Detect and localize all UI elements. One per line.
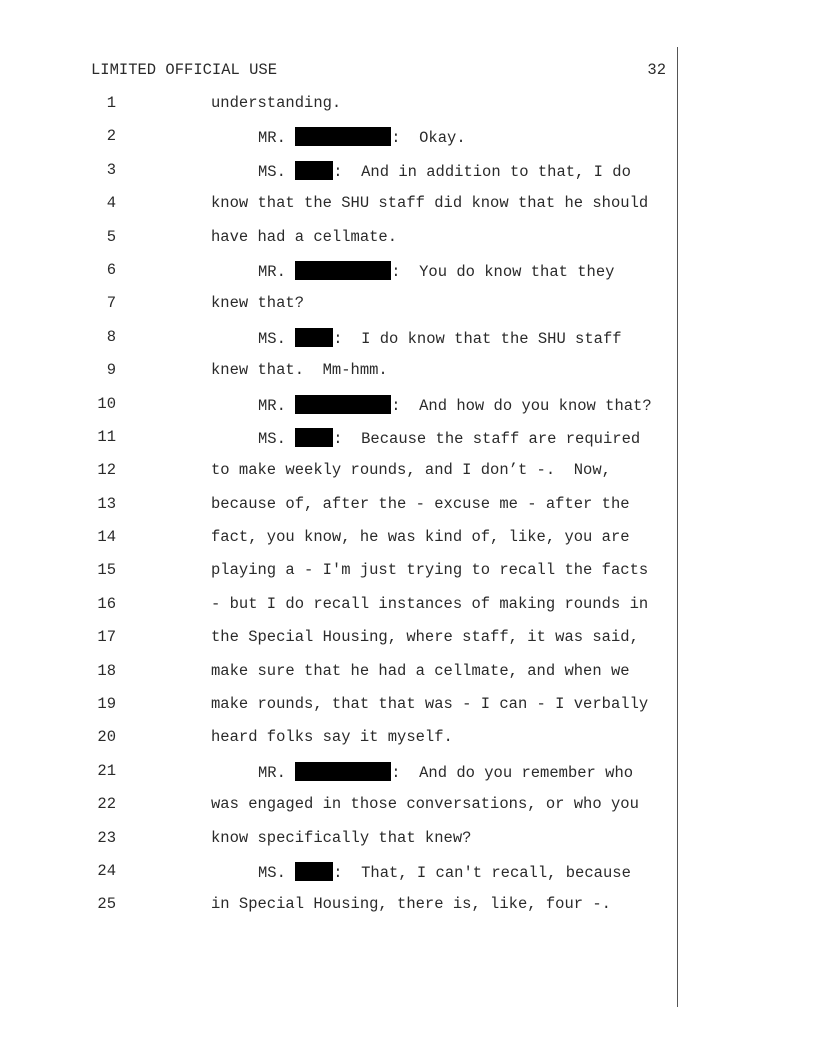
- transcript-line: [0, 394, 816, 427]
- spoken-text: knew that. Mm-hmm.: [211, 361, 388, 380]
- line-number: 17: [97, 628, 116, 647]
- spoken-text: playing a - I'm just trying to recall the facts: [211, 561, 649, 580]
- speaker-title: MR.: [258, 763, 296, 782]
- transcript-line: [0, 894, 816, 927]
- spoken-text: heard folks say it myself.: [211, 728, 453, 747]
- line-number: 12: [97, 461, 116, 480]
- transcript-line: [0, 828, 816, 861]
- spoken-text: : And in addition to that, I do: [333, 162, 631, 181]
- line-text: [211, 495, 630, 513]
- redacted-name: [295, 428, 333, 447]
- spoken-text: knew that?: [211, 294, 305, 313]
- spoken-text: : I do know that the SHU staff: [333, 329, 622, 348]
- transcript-line: [0, 126, 816, 159]
- spoken-text: the Special Housing, where staff, it was said,: [211, 628, 639, 647]
- speaker-line: [258, 762, 633, 782]
- transcript-line: [0, 494, 816, 527]
- line-text: [211, 228, 397, 246]
- transcript-line: [0, 193, 816, 226]
- spoken-text: fact, you know, he was kind of, like, you are: [211, 528, 630, 547]
- spoken-text: make rounds, that that was - I can - I verbally: [211, 695, 649, 714]
- transcript-line: [0, 327, 816, 360]
- spoken-text: : You do know that they: [391, 262, 615, 281]
- redacted-name: [295, 862, 333, 881]
- spoken-text: because of, after the - excuse me - after the: [211, 494, 630, 513]
- speaker-title: MR.: [258, 262, 296, 281]
- redacted-name: [295, 127, 391, 146]
- transcript-line: [0, 727, 816, 760]
- line-number: 22: [97, 795, 116, 814]
- line-text: [211, 528, 630, 546]
- spoken-text: : And do you remember who: [391, 763, 634, 782]
- speaker-title: MR.: [258, 396, 296, 415]
- line-text: [211, 628, 639, 646]
- transcript-line: [0, 360, 816, 393]
- line-number: 1: [106, 94, 116, 112]
- line-number: 15: [97, 561, 116, 580]
- line-text: [211, 194, 648, 212]
- line-number: 21: [97, 761, 116, 780]
- transcript-line: [0, 427, 816, 460]
- transcript-line: [0, 761, 816, 794]
- transcript-line: [0, 794, 816, 827]
- speaker-title: MS.: [258, 329, 296, 348]
- line-text: [211, 294, 304, 312]
- line-number: 24: [97, 861, 116, 880]
- spoken-text: know that the SHU staff did know that he should: [211, 194, 649, 213]
- line-number: 11: [97, 427, 116, 446]
- classification-header: LIMITED OFFICIAL USE: [91, 61, 278, 79]
- line-text: [211, 795, 639, 813]
- speaker-line: [258, 261, 614, 281]
- spoken-text: : Okay.: [391, 129, 466, 148]
- line-text: [211, 895, 611, 913]
- transcript-line: [0, 861, 816, 894]
- spoken-text: : That, I can't recall, because: [333, 863, 631, 882]
- line-number: 13: [97, 494, 116, 513]
- line-number: 6: [106, 260, 116, 279]
- line-number: 19: [97, 695, 116, 714]
- line-number: 16: [97, 594, 116, 613]
- redacted-name: [295, 328, 333, 347]
- speaker-line: [258, 328, 622, 348]
- line-number: 10: [97, 394, 116, 413]
- line-number: 4: [106, 194, 116, 213]
- line-number: 7: [106, 294, 116, 313]
- line-number: 2: [106, 127, 116, 146]
- transcript-line: [0, 661, 816, 694]
- speaker-line: [258, 127, 466, 147]
- spoken-text: : Because the staff are required: [333, 429, 641, 448]
- redacted-name: [295, 762, 391, 781]
- speaker-line: [258, 428, 640, 448]
- transcript-line: [0, 594, 816, 627]
- spoken-text: make sure that he had a cellmate, and when we: [211, 661, 630, 680]
- page-number: 32: [647, 61, 666, 79]
- spoken-text: to make weekly rounds, and I don’t -. Now,: [211, 461, 611, 480]
- spoken-text: have had a cellmate.: [211, 227, 398, 246]
- redacted-name: [295, 261, 391, 280]
- speaker-title: MS.: [258, 429, 296, 448]
- transcript-line: [0, 460, 816, 493]
- transcript-lines: [0, 93, 816, 928]
- transcript-line: [0, 160, 816, 193]
- spoken-text: understanding.: [211, 94, 342, 112]
- speaker-line: [258, 395, 652, 415]
- line-text: [211, 461, 611, 479]
- transcript-line: [0, 293, 816, 326]
- transcript-line: [0, 627, 816, 660]
- line-number: 23: [97, 828, 116, 847]
- redacted-name: [295, 161, 333, 180]
- transcript-line: [0, 527, 816, 560]
- line-number: 20: [97, 728, 116, 747]
- spoken-text: know specifically that knew?: [211, 828, 472, 847]
- line-text: [211, 561, 648, 579]
- speaker-title: MS.: [258, 863, 296, 882]
- speaker-title: MR.: [258, 129, 296, 148]
- spoken-text: : And how do you know that?: [391, 396, 652, 415]
- line-number: 9: [106, 361, 116, 380]
- redacted-name: [295, 395, 391, 414]
- line-text: [211, 829, 471, 847]
- spoken-text: in Special Housing, there is, like, four -.: [211, 895, 611, 914]
- line-number: 5: [106, 227, 116, 246]
- line-text: [211, 662, 630, 680]
- transcript-line: [0, 227, 816, 260]
- line-number: 8: [106, 327, 116, 346]
- line-number: 25: [97, 895, 116, 914]
- line-text: [211, 361, 388, 379]
- transcript-line: [0, 260, 816, 293]
- line-text: [211, 595, 648, 613]
- line-text: [211, 728, 453, 746]
- speaker-line: [258, 161, 631, 181]
- speaker-line: [258, 862, 631, 882]
- transcript-line: [0, 560, 816, 593]
- line-text: [211, 94, 341, 112]
- transcript-line: [0, 694, 816, 727]
- line-number: 3: [106, 160, 116, 179]
- line-number: 14: [97, 528, 116, 547]
- line-number: 18: [97, 661, 116, 680]
- spoken-text: was engaged in those conversations, or who you: [211, 795, 639, 814]
- line-text: [211, 695, 648, 713]
- speaker-title: MS.: [258, 162, 296, 181]
- spoken-text: - but I do recall instances of making rounds in: [211, 594, 649, 613]
- transcript-line: [0, 93, 816, 126]
